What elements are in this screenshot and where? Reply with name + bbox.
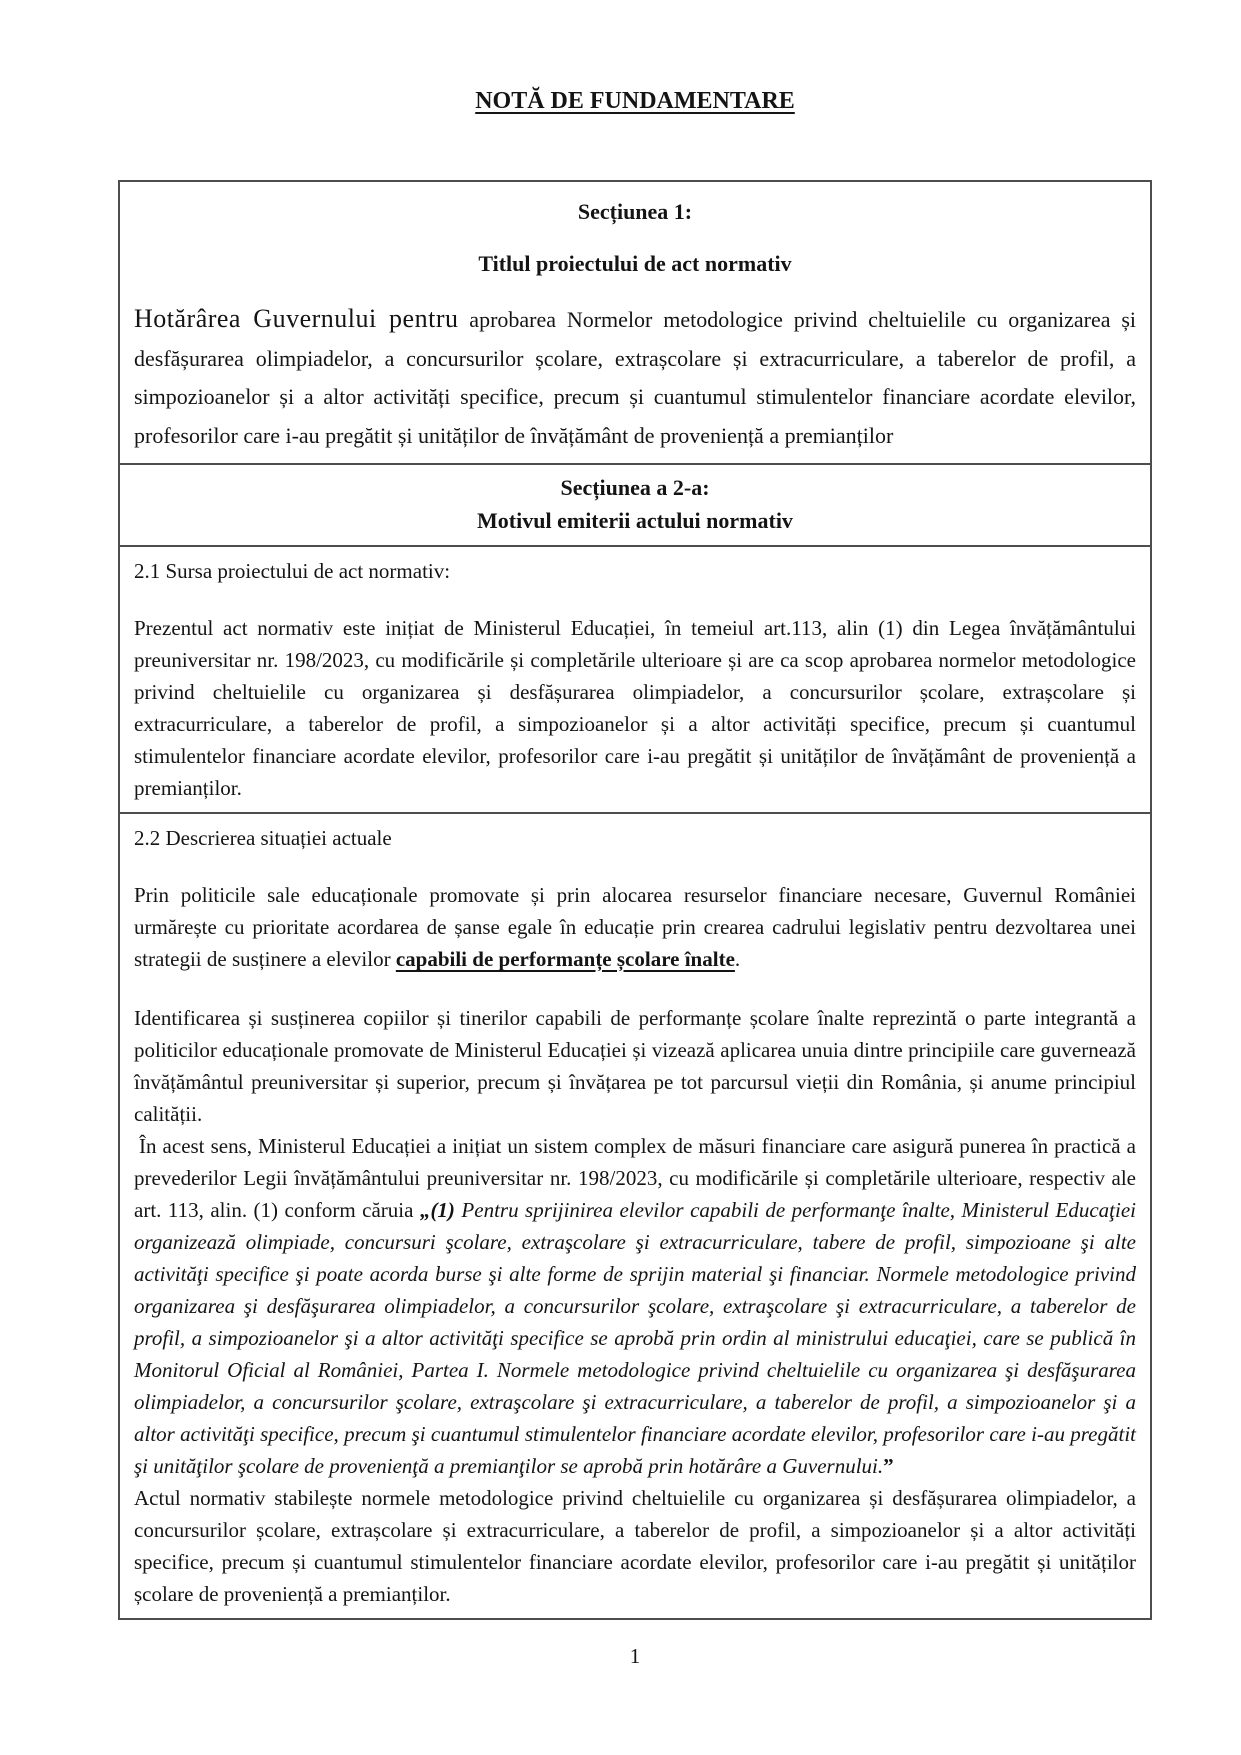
text-run-emphasis: capabili de performanțe școlare înalte xyxy=(395,947,735,971)
section-2-1-paragraph: Prezentul act normativ este inițiat de Ministerul Educației, în temeiul art.113, alin (1) din Legea învățământului preuniversitar nr. 198/2023, cu modificările și completările ulterioare și are ca scop aprobarea normelor metodologice privind cheltuielile cu organizarea și desfășurarea olimpiadelor, a concursurilor școlare, extrașcolare și extracurriculare, a taberelor de profil, a simpozioanelor și a altor activități specifice, precum și cuantumul stimulentelor financiare acordate elevilor, profesorilor care i-au pregătit și unităților de învățământ de proveniență a premianților. xyxy=(134,616,1136,800)
document-content xyxy=(118,0,1152,1670)
document-title xyxy=(118,86,1152,116)
section-1-paragraph xyxy=(134,300,1136,455)
section-1-heading: Secțiunea 1: xyxy=(577,199,693,224)
section-1-subheading: Titlul proiectului de act normativ xyxy=(478,251,792,276)
section-2-header-row xyxy=(120,463,1150,545)
section-1-row xyxy=(120,182,1150,463)
text-run: În acest sens, Ministerul Educației a inițiat un sistem complex de măsuri financiare care asigură punerea în practică a prevederilor Legii învățământului preuniversitar nr. 198/2023, cu modificările și completările ulterioare, respectiv ale art. 113, alin. (1) conform căruia xyxy=(134,1134,1136,1222)
text-run: aprobarea Normelor metodologice privind cheltuielile cu organizarea și desfășurarea olimpiadelor, a concursurilor școlare, extrașcolare și extracurriculare, a taberelor de profil, a simpozioanelor și a altor activități specifice, precum și cuantumul stimulentelor financiare acordate elevilor, profesorilor care i-au pregătit și unităților de învățământ de proveniență a premianților xyxy=(134,307,1136,448)
section-2-2-paragraph-2: Identificarea și susținerea copiilor și tinerilor capabili de performanțe școlare înalte reprezintă o parte integrantă a politicilor educaționale promovate de Ministerul Educației și vizează aplicarea unuia dintre principiile care guvernează învățământul preuniversitar și superior, precum și învățarea pe tot parcursul vieții din România, și anume principiul calității. xyxy=(134,1006,1136,1126)
section-2-subheading: Motivul emiterii actului normativ xyxy=(477,508,793,533)
text-run: . xyxy=(734,947,741,971)
page-number: 1 xyxy=(629,1644,641,1668)
section-2-2-paragraph-4: Actul normativ stabilește normele metodologice privind cheltuielile cu organizarea și desfășurarea olimpiadelor, a concursurilor școlare, extrașcolare și extracurriculare, a taberelor de profil, a simpozioanelor și a altor activități specifice, precum și cuantumul stimulentelor financiare acordate elevilor, profesorilor care i-au pregătit și unităților școlare de proveniență a premianților. xyxy=(134,1486,1136,1606)
section-2-heading: Secțiunea a 2-a: xyxy=(560,475,710,500)
document-title-text: NOTĂ DE FUNDAMENTARE xyxy=(475,88,795,114)
section-2-2-paragraph-3 xyxy=(134,1130,1136,1482)
section-2-2-label: 2.2 Descrierea situației actuale xyxy=(134,826,392,850)
section-2-2-row xyxy=(120,812,1150,1618)
text-run-quote: Pentru sprijinirea elevilor capabili de performanţe înalte, Ministerul Educaţiei organizează olimpiade, concursuri şcolare, extraşcolare şi extracurriculare, tabere de profil, simpozioane şi alte activităţi specifice şi poate acorda burse şi alte forme de sprijin material şi financiar. Normele metodologice privind organizarea şi desfăşurarea olimpiadelor, a concursurilor şcolare, extraşcolare şi extracurriculare, a taberelor de profil, a simpozioanelor şi a altor activităţi specifice se aprobă prin ordin al ministrului educaţiei, care se publică în Monitorul Oficial al României, Partea I. Normele metodologice privind cheltuielile cu organizarea şi desfăşurarea olimpiadelor, a concursurilor şcolare, extraşcolare şi extracurriculare, a taberelor de profil, a simpozioanelor şi a altor activităţi specifice, precum şi cuantumul stimulentelor financiare acordate elevilor, profesorilor care i-au pregătit şi unităţilor şcolare de provenienţă a premianţilor se aprobă prin hotărâre a Guvernului. xyxy=(134,1198,1136,1478)
text-run-lead: Hotărârea Guvernului pentru xyxy=(134,304,459,333)
section-2-1-label: 2.1 Sursa proiectului de act normativ: xyxy=(134,559,451,583)
text-run: Prin politicile sale educaționale promovate și prin alocarea resurselor financiare necesare, Guvernul României urmărește cu prioritate acordarea de șanse egale în educație prin crearea cadrului legislativ pentru dezvoltarea unei strategii de susținere a elevilor xyxy=(134,883,1136,971)
text-run-quote-marker: „(1) xyxy=(419,1198,455,1222)
text-run-close-quote: ” xyxy=(883,1454,894,1478)
section-2-1-row xyxy=(120,545,1150,812)
section-2-2-paragraph-1 xyxy=(134,879,1136,975)
main-table xyxy=(118,180,1152,1620)
